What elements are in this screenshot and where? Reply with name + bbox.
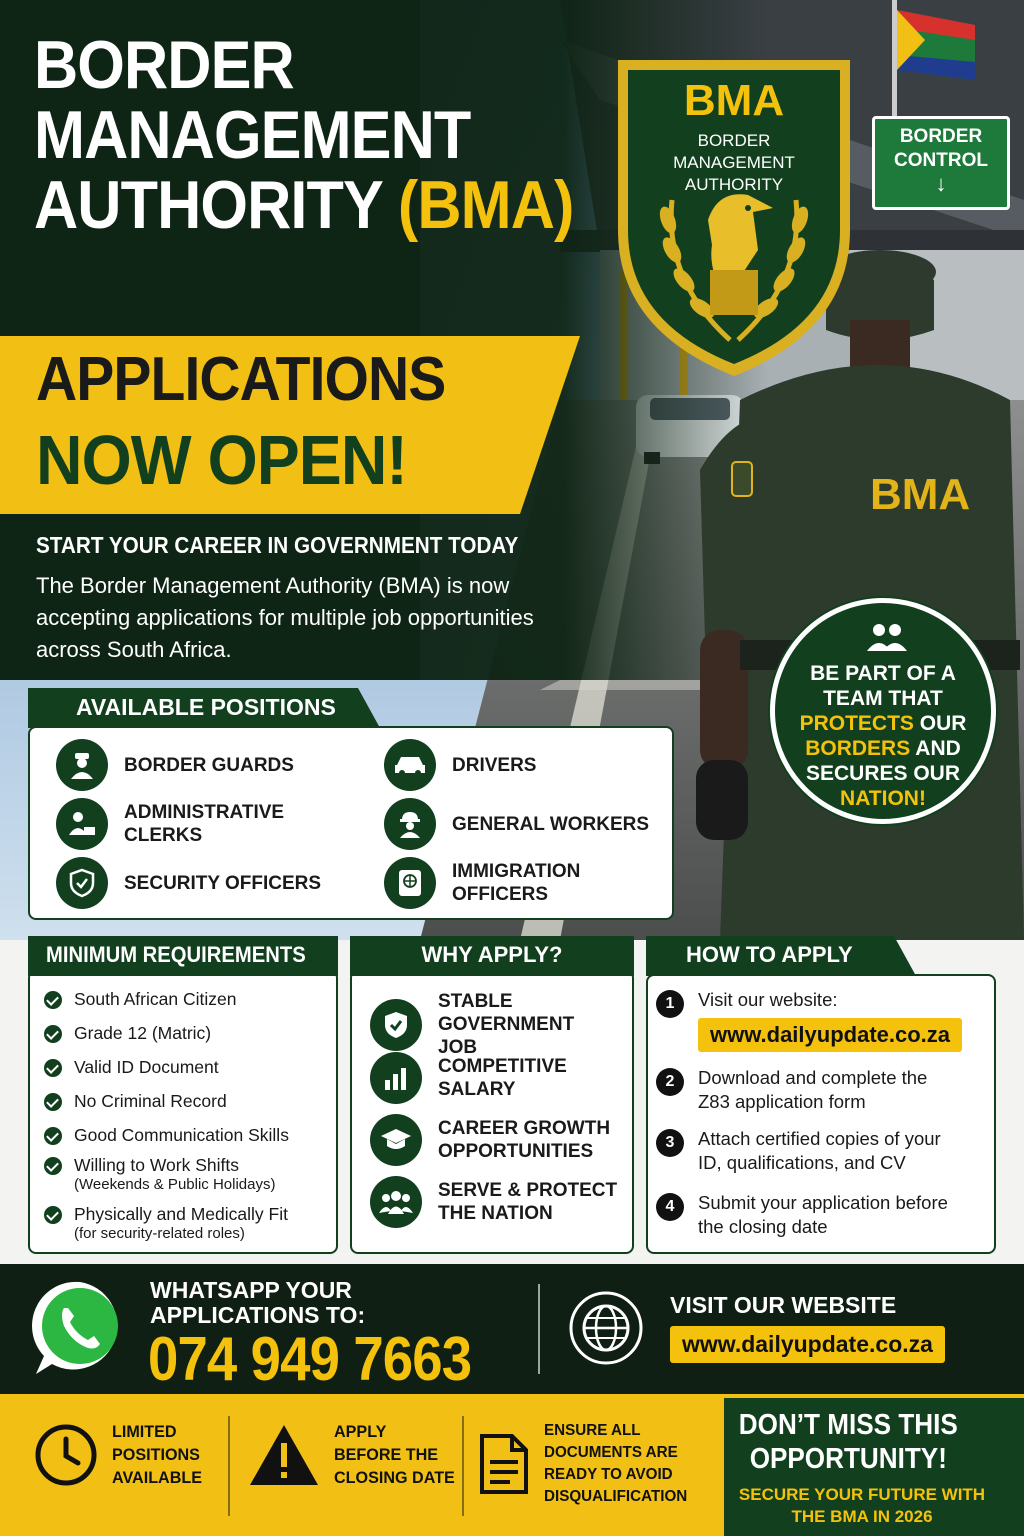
why-item xyxy=(370,1176,618,1228)
badge-part-c: OUR xyxy=(913,712,967,735)
step-number: 4 xyxy=(656,1193,684,1221)
check-icon xyxy=(44,1093,62,1111)
graduation-cap-icon xyxy=(370,1114,422,1166)
requirement-item xyxy=(44,1204,288,1244)
requirement-item xyxy=(44,1057,219,1077)
check-icon xyxy=(44,1059,62,1077)
bar-chart-icon xyxy=(370,1052,422,1104)
step-text: Attach certified copies of your ID, qualifications, and CV xyxy=(698,1128,941,1173)
badge-protects: PROTECTS xyxy=(799,712,914,735)
banner-line-1: APPLICATIONS xyxy=(36,345,446,414)
check-icon xyxy=(44,1127,62,1145)
cta-subtitle: SECURE YOUR FUTURE WITH THE BMA IN 2026 xyxy=(738,1485,986,1526)
requirements-heading: MINIMUM REQUIREMENTS xyxy=(46,942,306,967)
shield-check-icon xyxy=(370,999,422,1051)
whatsapp-number[interactable]: 074 949 7663 xyxy=(148,1325,472,1394)
footer-limited-positions xyxy=(34,1420,222,1489)
arrow-down-icon: ↓ xyxy=(935,171,947,196)
how-to-apply-url[interactable]: www.dailyupdate.co.za xyxy=(698,1018,962,1052)
guard-icon xyxy=(56,739,108,791)
footer-item-label: APPLY BEFORE THE CLOSING DATE xyxy=(334,1422,455,1487)
banner-line-2: NOW OPEN! xyxy=(36,421,407,499)
why-label: COMPETITIVE SALARY xyxy=(438,1056,567,1100)
badge-nation: NATION! xyxy=(840,787,926,810)
apply-step xyxy=(656,1191,948,1239)
position-label: DRIVERS xyxy=(452,754,537,776)
why-label: STABLE GOVERNMENT JOB xyxy=(438,991,575,1058)
apply-step xyxy=(656,1066,938,1114)
bma-shield-logo xyxy=(608,50,860,380)
requirement-item xyxy=(44,1023,211,1043)
position-border-guards xyxy=(56,739,294,791)
requirement-text: Good Communication Skills xyxy=(74,1125,289,1145)
title-acronym: (BMA) xyxy=(397,167,574,243)
step-text: Visit our website: xyxy=(698,989,838,1010)
website-url[interactable]: www.dailyupdate.co.za xyxy=(670,1326,945,1363)
title-line-2: MANAGEMENT xyxy=(34,97,471,173)
position-label: SECURITY OFFICERS xyxy=(124,872,322,894)
why-item xyxy=(370,1114,618,1166)
badge-text xyxy=(789,661,977,811)
document-icon xyxy=(478,1432,530,1496)
globe-icon xyxy=(568,1290,644,1366)
whatsapp-icon[interactable] xyxy=(30,1278,130,1378)
sign-line-1: BORDER xyxy=(899,126,983,147)
position-label: ADMINISTRATIVE CLERKS xyxy=(124,802,285,846)
position-admin-clerks xyxy=(56,798,294,850)
why-apply-heading: WHY APPLY? xyxy=(421,942,563,967)
check-icon xyxy=(44,1206,62,1224)
title-authority: AUTHORITY xyxy=(34,167,398,243)
car-icon xyxy=(384,739,436,791)
title-line-1: BORDER xyxy=(34,27,294,103)
step-number: 2 xyxy=(656,1068,684,1096)
step-number: 1 xyxy=(656,990,684,1018)
how-to-apply-heading: HOW TO APPLY xyxy=(686,942,853,967)
footer-divider xyxy=(228,1416,230,1516)
team-badge xyxy=(770,598,996,824)
step-text: Submit your application before the closing date xyxy=(698,1192,948,1237)
why-label: CAREER GROWTH OPPORTUNITIES xyxy=(438,1118,611,1162)
step-number: 3 xyxy=(656,1129,684,1157)
requirement-text: Grade 12 (Matric) xyxy=(74,1023,212,1043)
shield-acronym: BMA xyxy=(683,76,785,125)
apply-step xyxy=(656,988,838,1018)
officer-back-text: BMA xyxy=(870,470,971,519)
position-general-workers xyxy=(384,798,649,850)
clerk-icon xyxy=(56,798,108,850)
footer-apply-before xyxy=(248,1420,464,1489)
main-title xyxy=(34,27,574,243)
position-immigration-officers xyxy=(384,857,622,909)
why-label: SERVE & PROTECT THE NATION xyxy=(438,1180,618,1224)
position-label: GENERAL WORKERS xyxy=(452,813,650,835)
passport-icon xyxy=(384,857,436,909)
requirement-item xyxy=(44,1155,275,1195)
footer-item-label: LIMITED POSITIONS AVAILABLE xyxy=(112,1422,203,1487)
badge-borders: BORDERS xyxy=(805,737,911,760)
border-control-sign xyxy=(872,116,1010,210)
clock-icon xyxy=(34,1423,98,1487)
cta-title: DON’T MISS THIS OPPORTUNITY! xyxy=(738,1409,958,1475)
position-label: IMMIGRATION OFFICERS xyxy=(452,861,581,905)
apply-step xyxy=(656,1127,968,1175)
check-icon xyxy=(44,1157,62,1175)
contact-bar xyxy=(0,1264,1024,1394)
whatsapp-label-1: WHATSAPP YOUR xyxy=(150,1277,352,1303)
whatsapp-label-2: APPLICATIONS TO: xyxy=(150,1302,366,1328)
badge-part-a: BE PART OF A TEAM THAT xyxy=(810,662,956,710)
position-security-officers xyxy=(56,857,321,909)
footer-divider xyxy=(462,1416,464,1516)
warning-icon xyxy=(248,1423,320,1487)
requirement-item xyxy=(44,1125,289,1145)
website-label: VISIT OUR WEBSITE xyxy=(670,1292,897,1318)
position-label: BORDER GUARDS xyxy=(124,754,294,776)
requirement-text: No Criminal Record xyxy=(74,1091,227,1111)
group-icon xyxy=(370,1176,422,1228)
positions-heading: AVAILABLE POSITIONS xyxy=(76,694,336,720)
footer-documents-ready xyxy=(478,1420,734,1508)
whatsapp-label xyxy=(150,1278,365,1328)
check-icon xyxy=(44,1025,62,1043)
tagline: START YOUR CAREER IN GOVERNMENT TODAY xyxy=(36,532,519,558)
requirement-item xyxy=(44,1091,227,1111)
requirement-text: Willing to Work Shifts xyxy=(74,1155,239,1175)
why-item xyxy=(370,990,618,1059)
title-line-3 xyxy=(34,167,574,243)
team-icon xyxy=(865,621,909,655)
contact-divider xyxy=(538,1284,540,1374)
badge-part-e: AND SECURES OUR xyxy=(805,737,961,785)
intro-text: The Border Management Authority (BMA) is now accepting applications for multiple job opportunities across South Africa. xyxy=(36,573,534,662)
shield-icon xyxy=(56,857,108,909)
requirement-item xyxy=(44,989,236,1009)
requirement-text: South African Citizen xyxy=(74,989,237,1009)
step-text: Download and complete the Z83 application form xyxy=(698,1067,928,1112)
requirement-note: (Weekends & Public Holidays) xyxy=(74,1176,276,1193)
sign-line-2: CONTROL xyxy=(894,150,988,171)
shield-name: BORDER MANAGEMENT AUTHORITY xyxy=(673,131,795,194)
footer-item-label: ENSURE ALL DOCUMENTS ARE READY TO AVOID DISQUALIFICATION xyxy=(544,1422,688,1505)
why-item xyxy=(370,1052,618,1104)
worker-icon xyxy=(384,798,436,850)
check-icon xyxy=(44,991,62,1009)
position-drivers xyxy=(384,739,536,791)
requirement-text: Valid ID Document xyxy=(74,1057,219,1077)
requirement-text: Physically and Medically Fit xyxy=(74,1204,288,1224)
requirement-note: (for security-related roles) xyxy=(74,1225,245,1242)
